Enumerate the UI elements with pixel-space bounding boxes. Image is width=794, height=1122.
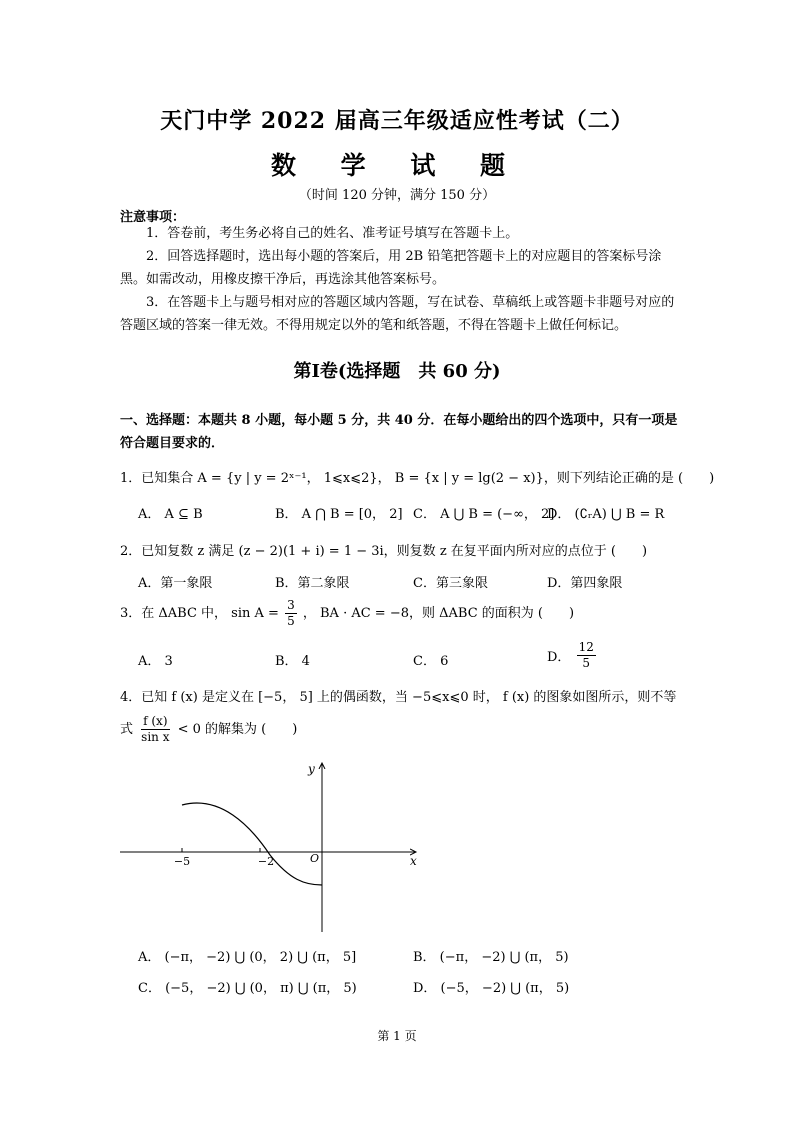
fraction-numerator: 12 xyxy=(578,640,594,654)
question-3-option-d[interactable] xyxy=(547,640,598,671)
fraction-numerator: 3 xyxy=(287,598,295,612)
question-4-prefix: 式 xyxy=(120,722,134,737)
question-3-prefix: 3．在 ΔABC 中， sin A = xyxy=(120,606,279,621)
question-2-option-a[interactable]: A．第一象限 xyxy=(138,576,213,591)
page-number: 第 1 页 xyxy=(377,1029,417,1043)
question-2-option-b[interactable]: B．第二象限 xyxy=(275,576,350,591)
y-axis-label: y xyxy=(308,762,315,776)
part-instructions: 一、选择题：本题共 8 小题，每小题 5 分，共 40 分．在每小题给出的四个选项中，只有一项是符合题目要求的． xyxy=(120,413,678,451)
question-3-fraction xyxy=(285,598,297,629)
tick-label-minus-5: −5 xyxy=(173,855,191,868)
fraction-numerator: f (x) xyxy=(143,714,168,728)
time-info: （时间 120 分钟，满分 150 分） xyxy=(298,188,496,203)
question-1-option-d[interactable]: D． (∁ᵣA) ⋃ B = R xyxy=(547,507,665,522)
question-4-line-1: 4．已知 f (x) 是定义在 [−5， 5] 上的偶函数，当 −5⩽x⩽0 时， f (x) 的图象如图所示，则不等 xyxy=(120,690,677,705)
notice-item-3: 3．在答题卡上与题号相对应的答题区域内答题，写在试卷、草稿纸上或答题卡非题号对应的答题区域的答案一律无效。不得用规定以外的笔和纸答题，不得在答题卡上做任何标记。 xyxy=(120,295,675,333)
x-axis-label: x xyxy=(410,854,417,868)
question-3-suffix: ， BA · AC = −8，则 ΔABC 的面积为 ( ) xyxy=(302,606,575,621)
fraction-denominator: 5 xyxy=(582,656,591,670)
question-3-option-b[interactable]: B． 4 xyxy=(275,654,310,669)
fraction-denominator: sin x xyxy=(141,730,170,744)
question-4-fraction xyxy=(139,714,171,745)
fraction-denominator: 5 xyxy=(287,614,295,628)
question-2-option-c[interactable]: C．第三象限 xyxy=(413,576,488,591)
question-1-option-b[interactable]: B． A ⋂ B = [0， 2] xyxy=(275,507,403,522)
section-title: 第Ⅰ卷(选择题 共 60 分) xyxy=(293,361,501,382)
question-4-option-a[interactable]: A． (−π， −2) ⋃ (0， 2) ⋃ (π， 5] xyxy=(138,950,357,965)
question-1-option-a[interactable]: A． A ⊆ B xyxy=(138,507,203,522)
question-2-option-d[interactable]: D．第四象限 xyxy=(547,576,623,591)
question-4-option-b[interactable]: B． (−π， −2) ⋃ (π， 5) xyxy=(413,950,569,965)
origin-label: O xyxy=(310,852,320,865)
notice-item-2: 2．回答选择题时，选出每小题的答案后，用 2B 铅笔把答题卡上的对应题目的答案标号涂黑。如需改动，用橡皮擦干净后，再选涂其他答案标号。 xyxy=(120,249,662,287)
question-4-option-c[interactable]: C． (−5， −2) ⋃ (0， π) ⋃ (π， 5) xyxy=(138,981,357,996)
tick-label-minus-2: −2 xyxy=(257,855,275,868)
question-3-option-c[interactable]: C． 6 xyxy=(413,654,449,669)
function-curve xyxy=(182,803,322,885)
question-3-option-a[interactable]: A． 3 xyxy=(138,654,173,669)
question-4-line-2 xyxy=(120,714,297,745)
question-4-suffix: < 0 的解集为 ( ) xyxy=(177,722,298,737)
notice-item-1: 1．答卷前，考生务必将自己的姓名、准考证号填写在答题卡上。 xyxy=(146,226,519,241)
function-graph xyxy=(110,755,430,940)
subject-title: 数 学 试 题 xyxy=(270,151,524,180)
question-3-option-d-label: D． xyxy=(547,650,571,665)
question-3-option-d-fraction xyxy=(577,640,596,671)
notice-heading: 注意事项： xyxy=(120,210,186,225)
question-3-text xyxy=(120,598,574,629)
question-4-option-d[interactable]: D． (−5， −2) ⋃ (π， 5) xyxy=(413,981,570,996)
question-1-text: 1．已知集合 A = {y | y = 2ˣ⁻¹， 1⩽x⩽2}， B = {x | y = lg(2 − x)}，则下列结论正确的是 ( ) xyxy=(120,471,715,486)
exam-title: 天门中学 2022 届高三年级适应性考试（二） xyxy=(160,108,634,134)
question-2-text: 2．已知复数 z 满足 (z − 2)(1 + i) = 1 − 3i，则复数 z 在复平面内所对应的点位于 ( ) xyxy=(120,544,648,559)
question-1-option-c[interactable]: C． A ⋃ B = (−∞， 2] xyxy=(413,507,555,522)
